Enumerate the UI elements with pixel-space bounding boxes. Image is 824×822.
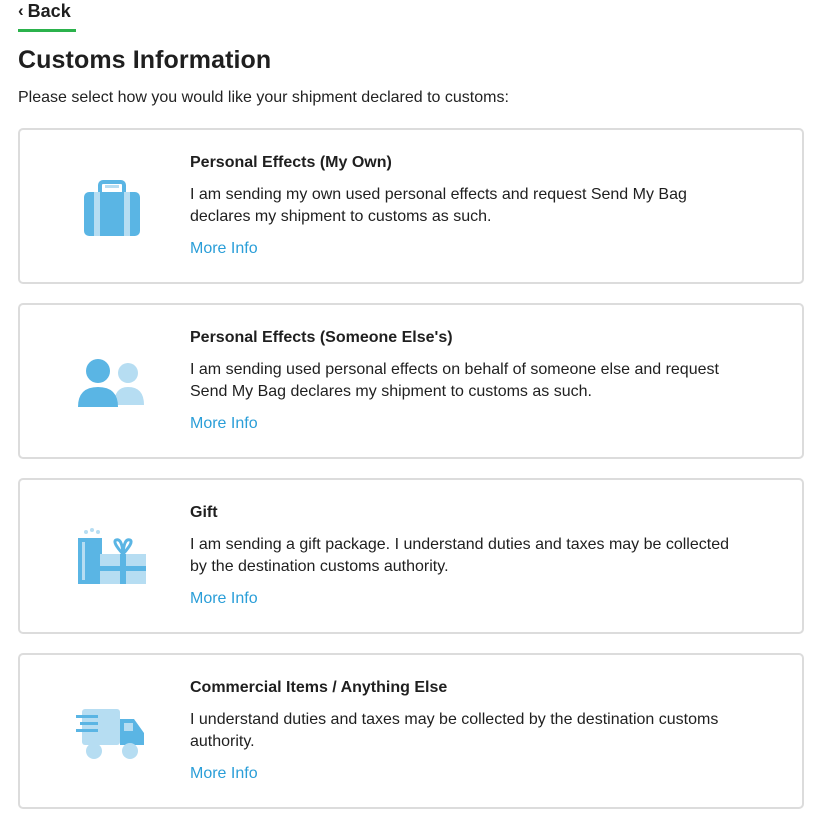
suitcase-icon [72,174,152,244]
option-title: Personal Effects (My Own) [190,154,392,171]
back-label: Back [27,1,71,21]
option-description: I am sending a gift package. I understand duties and taxes may be collected by the destination customs authority. [190,536,729,575]
option-title: Commercial Items / Anything Else [190,679,448,696]
option-description: I am sending my own used personal effects and request Send My Bag declares my shipment to customs as such. [190,186,687,225]
option-description: I understand duties and taxes may be collected by the destination customs authority. [190,711,719,750]
back-link[interactable] [18,0,76,32]
option-title: Personal Effects (Someone Else's) [190,329,453,346]
delivery-truck-icon [72,699,152,769]
option-commercial-items[interactable] [18,653,804,809]
page-subtitle: Please select how you would like your shipment declared to customs: [18,89,509,106]
gift-icon [72,524,152,594]
option-gift[interactable] [18,478,804,634]
page-title: Customs Information [18,46,272,74]
option-personal-effects-own[interactable] [18,128,804,284]
option-title: Gift [190,504,218,521]
more-info-link[interactable]: More Info [190,415,258,432]
option-description: I am sending used personal effects on behalf of someone else and request Send My Bag declares my shipment to customs as such. [190,361,719,400]
more-info-link[interactable]: More Info [190,240,258,257]
more-info-link[interactable]: More Info [190,590,258,607]
people-icon [72,349,152,419]
chevron-left-icon: ‹ [18,1,24,20]
more-info-link[interactable]: More Info [190,765,258,782]
option-personal-effects-someone-else[interactable] [18,303,804,459]
